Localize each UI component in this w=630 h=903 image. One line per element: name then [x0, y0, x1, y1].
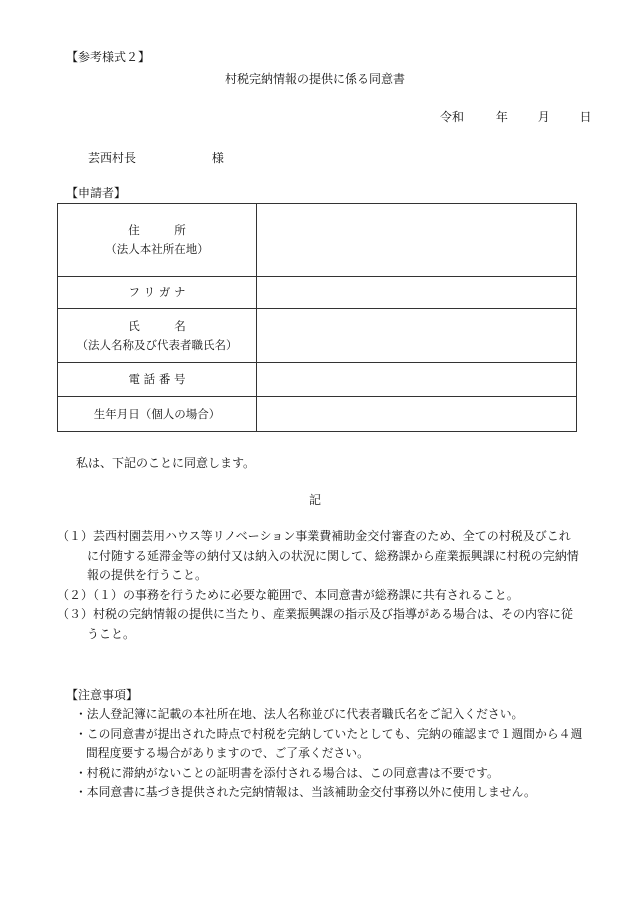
phone-label-cell — [58, 363, 257, 397]
address-label-cell — [58, 204, 257, 277]
list-item: （１）芸西村園芸用ハウス等リノベーション事業費補助金交付審査のため、全ての村税及びこれに付随する延滞金等の納付又は納入の状況に関して、総務課から産業振興課に村税の完納情報の提供を行うこと。 — [57, 529, 579, 582]
name-sublabel: （法人名称及び代表者職氏名） — [76, 337, 238, 352]
furigana-field[interactable] — [257, 277, 577, 309]
table-row — [58, 363, 577, 397]
list-item: （２）（１）の事務を行うために必要な範囲で、本同意書が総務課に共有されること。 — [57, 587, 519, 602]
birth-field[interactable] — [257, 397, 577, 432]
date-year: 年 — [495, 110, 508, 124]
birth-label: 生年月日（個人の場合） — [93, 406, 221, 421]
document-title: 村税完納情報の提供に係る同意書 — [224, 72, 405, 86]
ki-heading: 記 — [308, 493, 321, 507]
applicant-heading: 【申請者】 — [66, 186, 127, 200]
table-row — [58, 277, 577, 309]
address-sublabel: （法人本社所在地） — [105, 242, 209, 256]
table-row — [58, 204, 577, 277]
applicant-table — [57, 203, 577, 432]
address-label: 住 所 — [128, 223, 186, 237]
addressee-name: 芸西村長 — [88, 151, 137, 165]
date-day: 日 — [579, 110, 592, 124]
list-item: ・法人登記簿に記載の本社所在地、法人名称並びに代表者職氏名をご記入ください。 — [75, 707, 524, 721]
furigana-label-cell — [58, 277, 257, 309]
notes-heading: 【注意事項】 — [66, 688, 139, 702]
notes-list — [75, 705, 583, 803]
table-row — [58, 397, 577, 432]
birth-label-cell — [58, 397, 257, 432]
list-item: ・村税に滞納がないことの証明書を添付される場合は、この同意書は不要です。 — [75, 765, 499, 780]
phone-label: 電 話 番 号 — [128, 372, 186, 386]
list-item: ・本同意書に基づき提供された完納情報は、当該補助金交付事務以外に使用しません。 — [75, 785, 536, 799]
list-item: ・この同意書が提出された時点で村税を完納していたとしても、完納の確認まで１週間から４週間程度要する場合がありますので、ご了承ください。 — [75, 726, 583, 760]
addressee-honorific: 様 — [211, 151, 224, 165]
list-item: （３）村税の完納情報の提供に当たり、産業振興課の指示及び指導がある場合は、その内容に従うこと。 — [57, 607, 574, 641]
address-field[interactable] — [257, 204, 577, 277]
date-line — [440, 108, 592, 125]
name-field[interactable] — [257, 309, 577, 363]
addressee — [88, 149, 224, 166]
consent-items — [57, 527, 581, 644]
table-row — [58, 309, 577, 363]
phone-field[interactable] — [257, 363, 577, 397]
name-label: 氏 名 — [128, 318, 186, 333]
consent-statement: 私は、下記のことに同意します。 — [76, 456, 256, 470]
furigana-label: フ リ ガ ナ — [128, 285, 186, 299]
date-era: 令和 — [440, 110, 465, 124]
name-label-cell — [58, 309, 257, 363]
form-reference: 【参考様式２】 — [66, 50, 151, 64]
date-month: 月 — [537, 110, 550, 124]
